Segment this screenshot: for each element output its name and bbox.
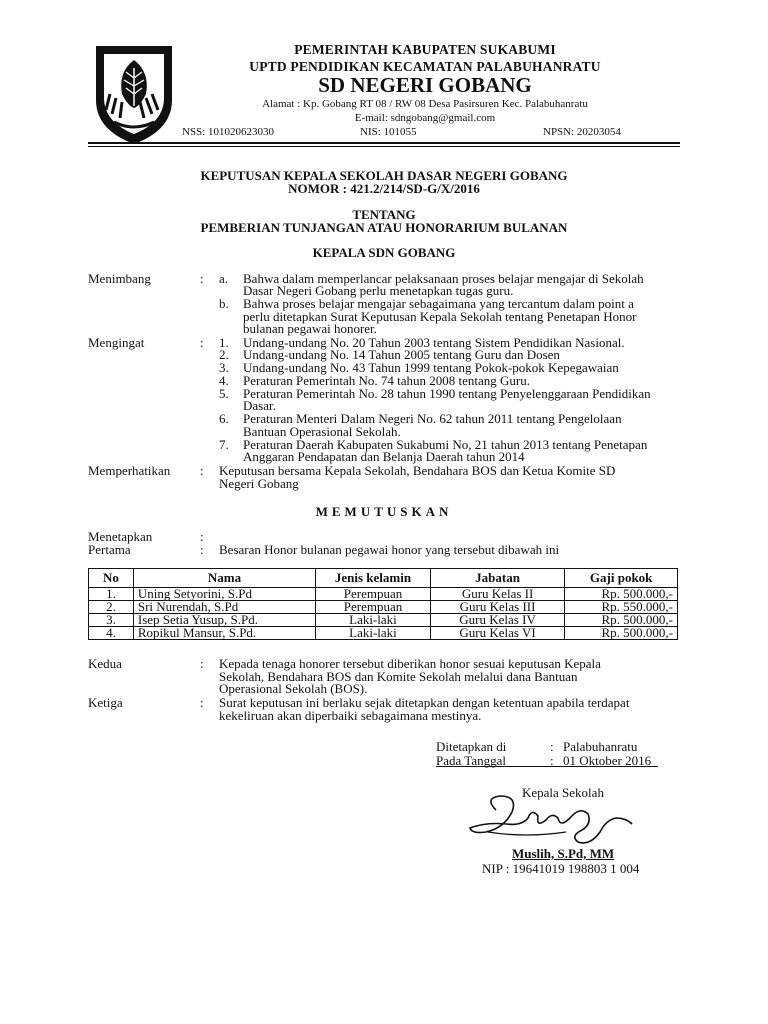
ketiga-label: Ketiga (88, 695, 123, 710)
menimbang-item-text: perlu ditetapkan Surat Keputusan Kepala Sekolah tentang Penetapan Honor (243, 309, 637, 324)
pertama-colon: : (200, 542, 204, 557)
mengingat-item-text: Dasar. (243, 398, 276, 413)
table-cell: Perempuan (316, 601, 431, 614)
decree-number: NOMOR : 421.2/214/SD-G/X/2016 (288, 181, 480, 196)
letterhead-school-name: SD NEGERI GOBANG (318, 73, 532, 97)
mengingat-item-text: Bantuan Operasional Sekolah. (243, 424, 401, 439)
table-cell: Rp. 500.000,- (565, 627, 678, 640)
decree-tentang: TENTANG (352, 207, 416, 222)
menimbang-item-text: Bahwa proses belajar mengajar sebagaimana yang tercantum dalam point a (243, 296, 634, 311)
memperhatikan-label: Memperhatikan (88, 463, 171, 478)
table-cell: 4. (89, 627, 134, 640)
table-cell: Rp. 500.000,- (565, 614, 678, 627)
table-cell: Sri Nurendah, S.Pd (133, 601, 315, 614)
table-cell: Rp. 500.000,- (565, 588, 678, 601)
table-cell: Guru Kelas IV (430, 614, 564, 627)
table-cell: 2. (89, 601, 134, 614)
table-cell: 3. (89, 614, 134, 627)
column-header-gaji-pokok: Gaji pokok (565, 569, 678, 588)
letterhead-rule-thick (88, 142, 680, 144)
mengingat-item-num: 7. (219, 437, 229, 452)
mengingat-item-text: Undang-undang No. 43 Tahun 1999 tentang Pokok-pokok Kepegawaian (243, 360, 619, 375)
table-cell: Uning Setyorini, S.Pd (133, 588, 315, 601)
menimbang-colon: : (200, 271, 204, 286)
kedua-text: Operasional Sekolah (BOS). (219, 681, 368, 696)
column-header-jabatan: Jabatan (430, 569, 564, 588)
memperhatikan-colon: : (200, 463, 204, 478)
table-header-row (89, 569, 678, 588)
mengingat-item-num: 5. (219, 386, 229, 401)
date-colon: : (550, 753, 554, 768)
decree-subject: PEMBERIAN TUNJANGAN ATAU HONORARIUM BULANAN (200, 220, 568, 235)
mengingat-item-num: 6. (219, 411, 229, 426)
place-value: Palabuhanratu (563, 739, 638, 754)
menimbang-item-num: b. (219, 296, 229, 311)
memperhatikan-text: Keputusan bersama Kepala Sekolah, Bendahara BOS dan Ketua Komite SD (219, 463, 616, 478)
letterhead-npsn: NPSN: 20203054 (543, 126, 621, 138)
signatory-position: Kepala Sekolah (522, 785, 604, 800)
kedua-text: Kepada tenaga honorer tersebut diberikan honor sesuai keputusan Kepala (219, 656, 601, 671)
menimbang-label: Menimbang (88, 271, 151, 286)
mengingat-item-text: Peraturan Pemerintah No. 28 tahun 1990 tentang Penyelenggaraan Pendidikan (243, 386, 651, 401)
menimbang-item-text: Bahwa dalam memperlancar pelaksanaan proses belajar mengajar di Sekolah (243, 271, 644, 286)
mengingat-item-text: Undang-undang No. 20 Tahun 2003 tentang Sistem Pendidikan Nasional. (243, 335, 625, 350)
place-colon: : (550, 739, 554, 754)
kedua-label: Kedua (88, 656, 122, 671)
pertama-text: Besaran Honor bulanan pegawai honor yang tersebut dibawah ini (219, 542, 560, 557)
memutuskan-heading: MEMUTUSKAN (315, 504, 453, 519)
ketiga-text: Surat keputusan ini berlaku sejak ditetapkan dengan ketentuan apabila terdapat (219, 695, 630, 710)
place-label: Ditetapkan di (436, 739, 507, 754)
ketiga-colon: : (200, 695, 204, 710)
mengingat-item-num: 2. (219, 347, 229, 362)
honor-table (88, 568, 678, 640)
ketiga-text: kekeliruan akan diperbaiki sebagaimana mestinya. (219, 708, 482, 723)
table-cell: Guru Kelas VI (430, 627, 564, 640)
table-row (89, 627, 678, 640)
table-cell: 1. (89, 588, 134, 601)
date-value: 01 Oktober 2016 (563, 753, 652, 768)
table-cell: Rp. 550.000,- (565, 601, 678, 614)
decree-authority: KEPALA SDN GOBANG (312, 245, 456, 260)
memperhatikan-text: Negeri Gobang (219, 476, 299, 491)
mengingat-colon: : (200, 335, 204, 350)
decree-title: KEPUTUSAN KEPALA SEKOLAH DASAR NEGERI GOBANG (200, 168, 568, 183)
menetapkan-colon: : (200, 529, 204, 544)
handwritten-signature (466, 785, 638, 846)
kedua-colon: : (200, 656, 204, 671)
letterhead-government: PEMERINTAH KABUPATEN SUKABUMI (294, 42, 556, 57)
kedua-text: Sekolah, Bendahara BOS dan Komite Sekolah melalui dana Bantuan (219, 669, 578, 684)
letterhead-office: UPTD PENDIDIKAN KECAMATAN PALABUHANRATU (249, 59, 601, 74)
column-header-no: No (89, 569, 134, 588)
mengingat-item-text: Undang-undang No. 14 Tahun 2005 tentang Guru dan Dosen (243, 347, 560, 362)
mengingat-item-num: 4. (219, 373, 229, 388)
letterhead-address: Alamat : Kp. Gobang RT 08 / RW 08 Desa Pasirsuren Kec. Palabuhanratu (262, 98, 588, 110)
mengingat-item-text: Peraturan Daerah Kabupaten Sukabumi No, 21 tahun 2013 tentang Penetapan (243, 437, 648, 452)
mengingat-item-num: 3. (219, 360, 229, 375)
menimbang-item-num: a. (219, 271, 229, 286)
mengingat-item-text: Anggaran Pendapatan dan Belanja Daerah tahun 2014 (243, 449, 525, 464)
table-cell: Guru Kelas II (430, 588, 564, 601)
letterhead-nis: NIS: 101055 (360, 126, 417, 138)
date-underline (436, 766, 658, 767)
signatory-nip: NIP : 19641019 198803 1 004 (482, 861, 640, 876)
letterhead-nss: NSS: 101020623030 (182, 126, 274, 138)
signatory-name: Muslih, S.Pd, MM (512, 846, 615, 861)
table-cell: Laki-laki (316, 614, 431, 627)
mengingat-item-text: Peraturan Menteri Dalam Negeri No. 62 tahun 2011 tentang Pengelolaan (243, 411, 622, 426)
table-cell: Perempuan (316, 588, 431, 601)
table-cell: Guru Kelas III (430, 601, 564, 614)
date-label: Pada Tanggal (436, 753, 506, 768)
table-cell: Ropikul Mansur, S.Pd. (133, 627, 315, 640)
mengingat-item-text: Peraturan Pemerintah No. 74 tahun 2008 tentang Guru. (243, 373, 531, 388)
menetapkan-label: Menetapkan (88, 529, 153, 544)
table-cell: Laki-laki (316, 627, 431, 640)
menimbang-item-text: bulanan pegawai honorer. (243, 321, 377, 336)
column-header-nama: Nama (133, 569, 315, 588)
menimbang-item-text: Dasar Negeri Gobang perlu menetapkan tugas guru. (243, 283, 514, 298)
mengingat-label: Mengingat (88, 335, 145, 350)
column-header-jenis-kelamin: Jenis kelamin (316, 569, 431, 588)
letterhead-email: E-mail: sdngobang@gmail.com (354, 112, 496, 124)
letterhead-rule-thin (88, 146, 680, 147)
pertama-label: Pertama (88, 542, 131, 557)
mengingat-item-num: 1. (219, 335, 229, 350)
table-cell: Isep Setia Yusup, S.Pd. (133, 614, 315, 627)
